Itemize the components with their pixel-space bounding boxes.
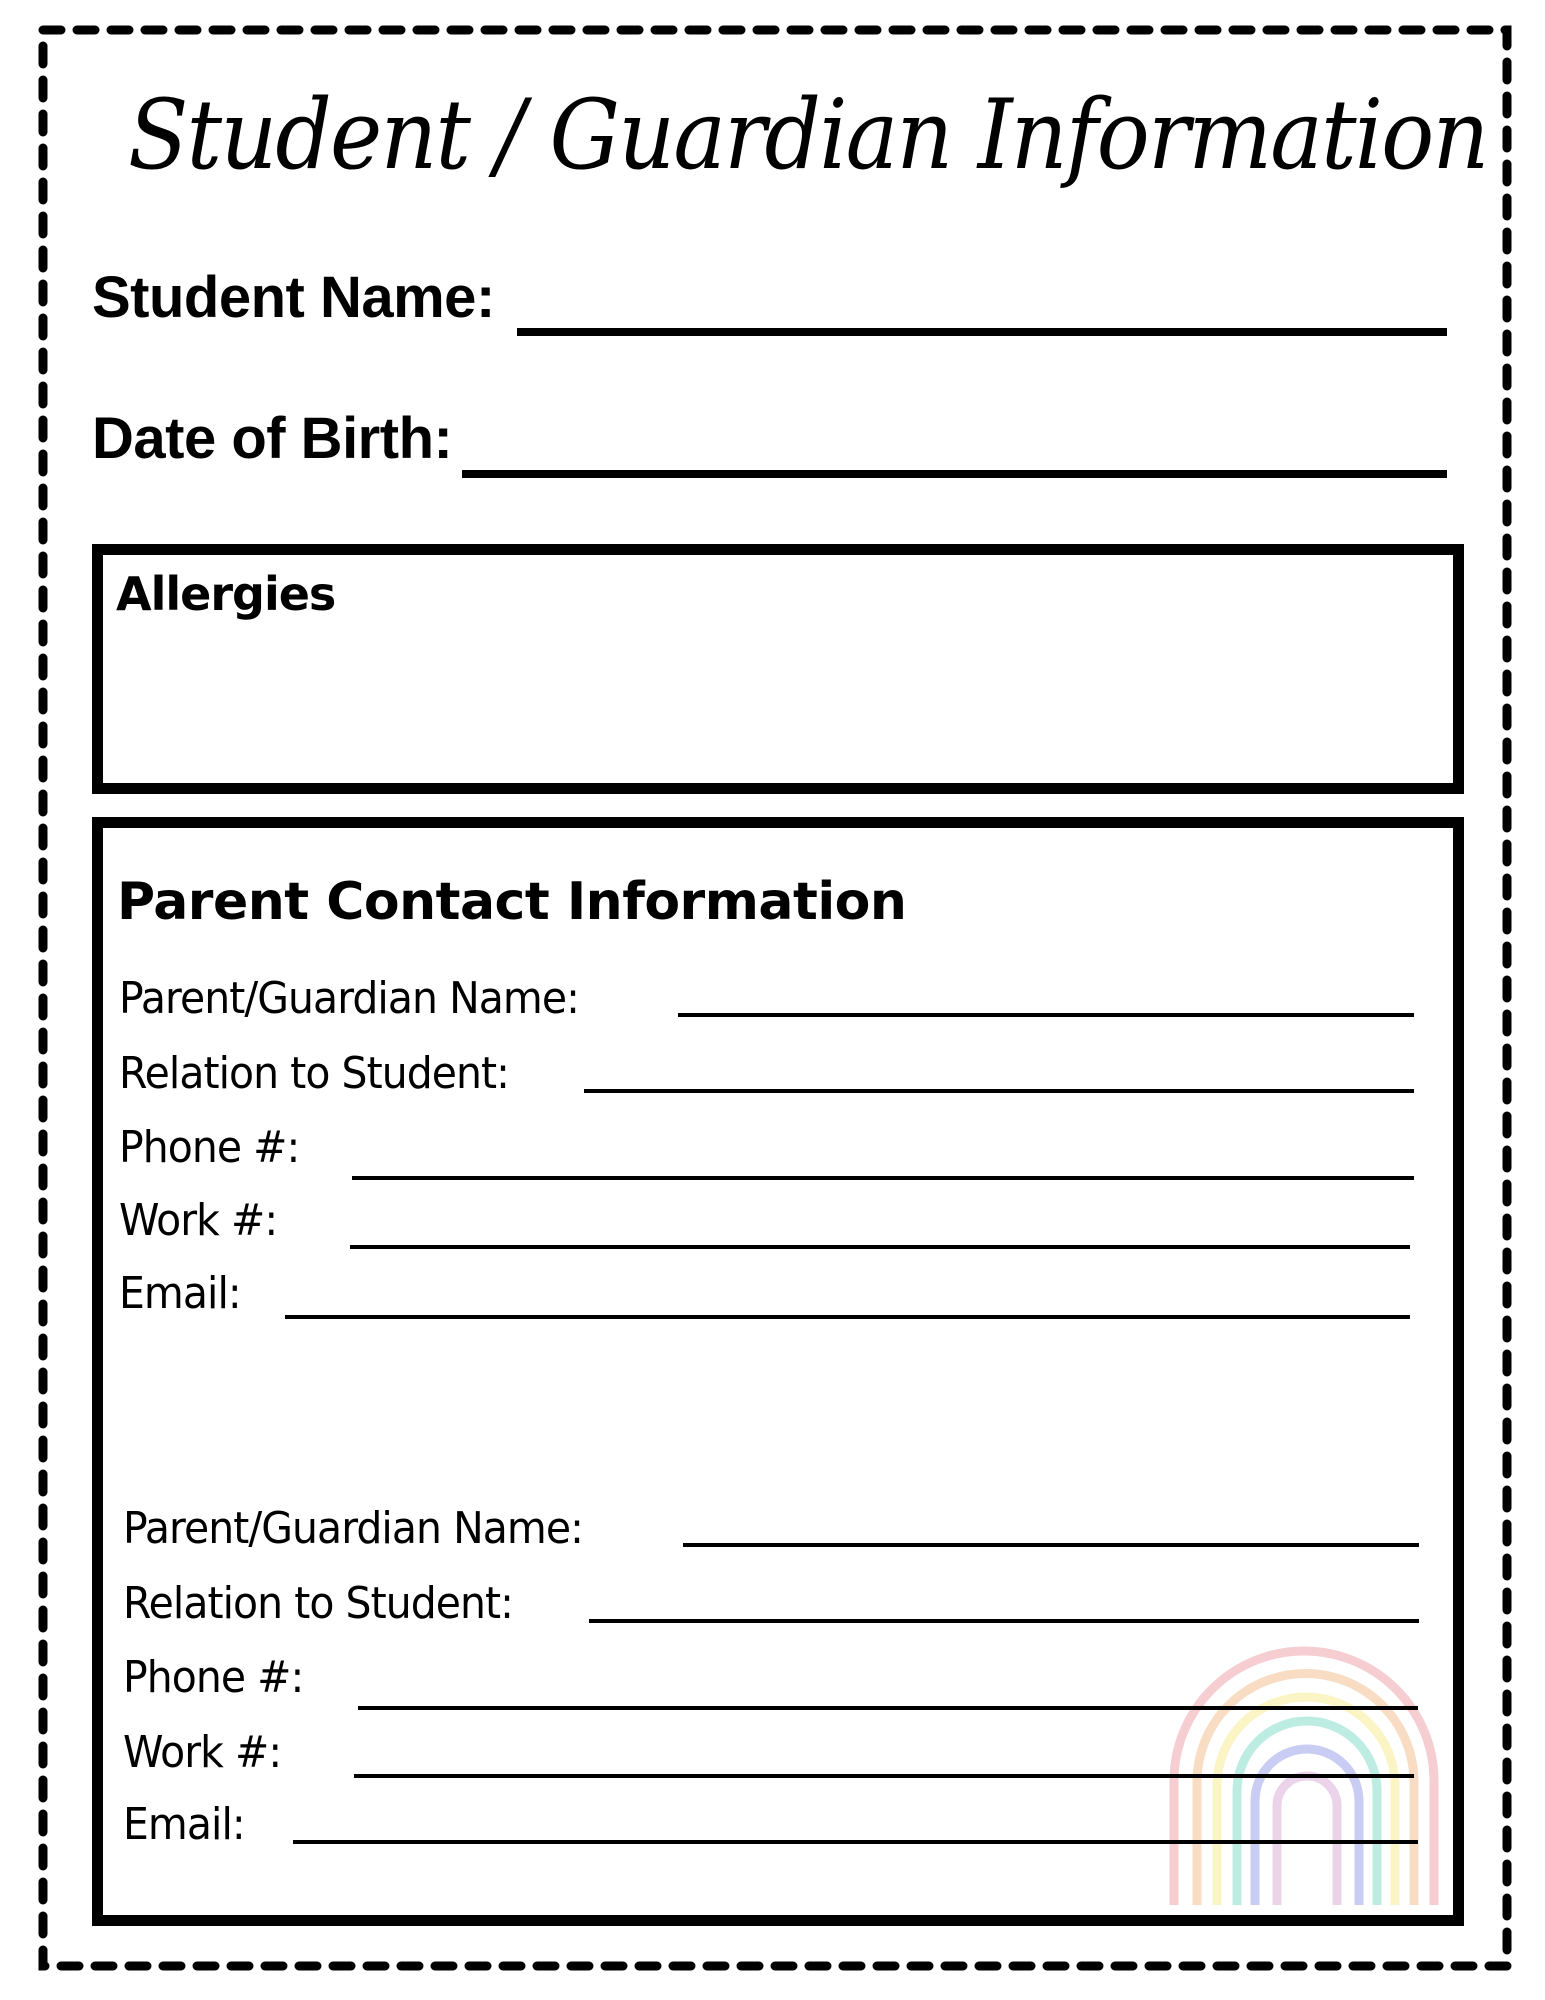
- relation-label: Relation to Student:: [119, 1048, 509, 1099]
- phone-label: Phone #:: [123, 1652, 304, 1703]
- relation-label: Relation to Student:: [123, 1578, 513, 1629]
- relation-field[interactable]: [589, 1619, 1419, 1623]
- email-field[interactable]: [293, 1840, 1418, 1844]
- work-label: Work #:: [123, 1727, 282, 1778]
- parent-name-label: Parent/Guardian Name:: [119, 973, 579, 1024]
- work-label: Work #:: [119, 1195, 278, 1246]
- page-title: Student / Guardian Information: [128, 79, 1488, 191]
- email-label: Email:: [123, 1799, 245, 1850]
- student-name-label: Student Name:: [92, 265, 495, 330]
- parent-name-label: Parent/Guardian Name:: [123, 1503, 583, 1554]
- work-field[interactable]: [354, 1774, 1414, 1778]
- allergies-heading: Allergies: [116, 567, 336, 621]
- phone-field[interactable]: [358, 1706, 1418, 1710]
- date-of-birth-label: Date of Birth:: [92, 406, 453, 471]
- phone-label: Phone #:: [119, 1122, 300, 1173]
- parent-contact-heading: Parent Contact Information: [117, 872, 907, 932]
- parent-name-field[interactable]: [683, 1543, 1419, 1547]
- email-label: Email:: [119, 1268, 241, 1319]
